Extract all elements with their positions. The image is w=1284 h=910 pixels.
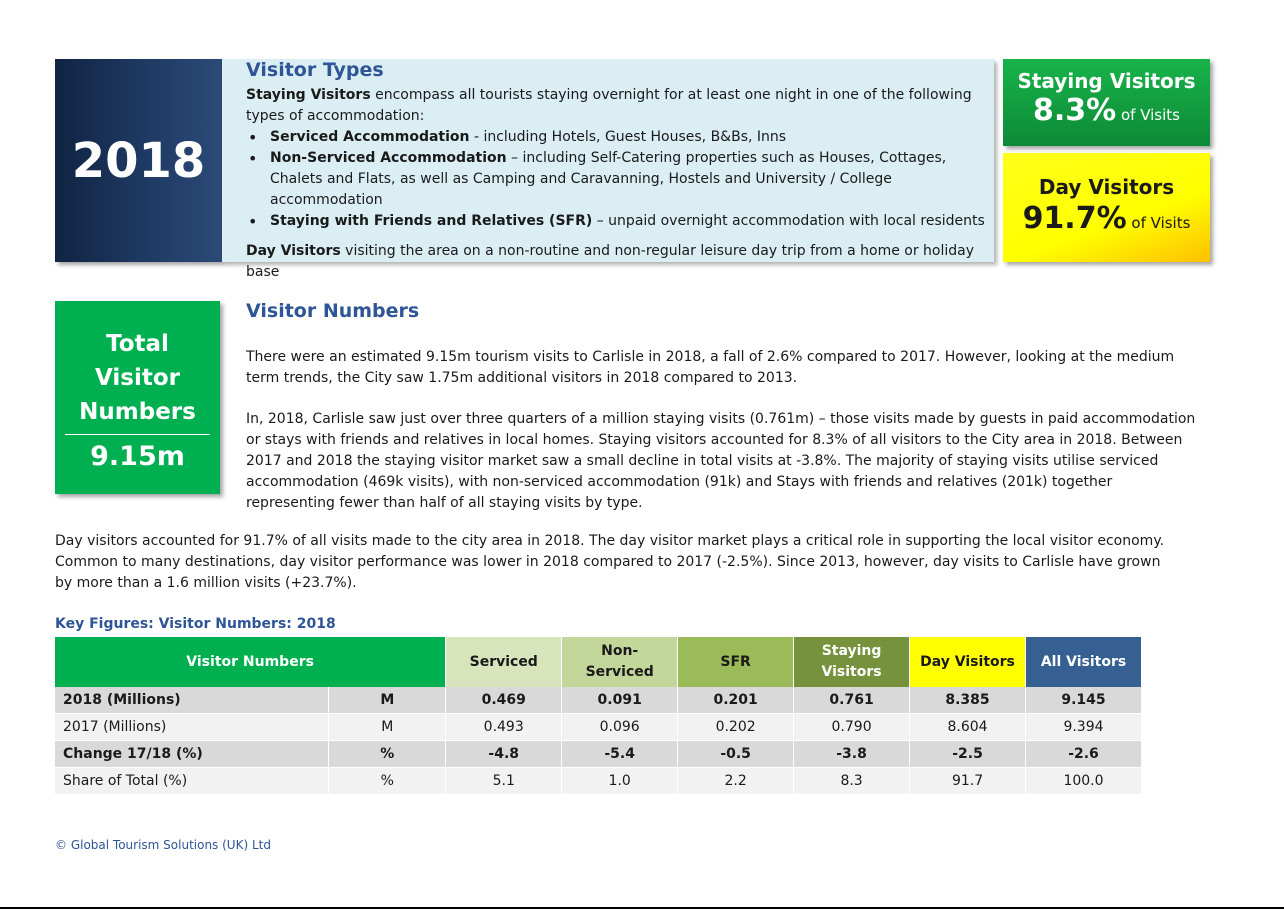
cell-serviced: 5.1 [446, 768, 562, 795]
accommodation-type-text: – unpaid overnight accommodation with local residents [592, 213, 985, 229]
table-row [55, 768, 1142, 795]
day-visitors-paragraph: Day visitors accounted for 91.7% of all visits made to the city area in 2018. The day visitor market plays a critical role in supporting the local visitor economy. Common to many destinations, day visitor performance was lower in 2018 compared to 2017 (-2.5%). Since 2013, however, day visits to Carlisle have grown by more than a 1.6 million visits (+23.7%). [55, 533, 1165, 591]
cell-staying: 8.3 [794, 768, 910, 795]
visitor-numbers-paragraph-1: There were an estimated 9.15m tourism visits to Carlisle in 2018, a fall of 2.6% compared to 2017. However, looking at the medium term trends, the City saw 1.75m additional visitors in 2018 compared to 2013. [246, 349, 1175, 386]
key-figures-caption: Key Figures: Visitor Numbers: 2018 [55, 616, 336, 632]
list-item [246, 127, 986, 148]
table-row [55, 714, 1142, 741]
row-unit: % [329, 741, 446, 768]
cell-all: -2.6 [1026, 741, 1142, 768]
total-visitor-numbers-box [55, 301, 220, 494]
day-badge-title: Day Visitors [1038, 175, 1175, 199]
row-label: 2018 (Millions) [55, 687, 329, 714]
row-label: Change 17/18 (%) [55, 741, 329, 768]
visitor-types-title: Visitor Types [246, 59, 384, 81]
row-unit: M [329, 714, 446, 741]
bottom-rule [0, 907, 1284, 909]
cell-sfr: -0.5 [678, 741, 794, 768]
cell-all: 100.0 [1026, 768, 1142, 795]
cell-staying: 0.790 [794, 714, 910, 741]
cell-sfr: 2.2 [678, 768, 794, 795]
accommodation-type-term: Serviced Accommodation [270, 129, 470, 145]
day-visitors-badge [1003, 153, 1210, 262]
cell-day: -2.5 [910, 741, 1026, 768]
day-visitors-term: Day Visitors [246, 243, 341, 259]
header-line: Staying [821, 643, 882, 659]
table-header-row [55, 637, 1142, 687]
list-item [246, 148, 986, 211]
cell-sfr: 0.201 [678, 687, 794, 714]
row-label: Share of Total (%) [55, 768, 329, 795]
cell-all: 9.394 [1026, 714, 1142, 741]
cell-non-serviced: -5.4 [562, 741, 678, 768]
header-non-serviced [562, 637, 678, 687]
cell-non-serviced: 0.091 [562, 687, 678, 714]
header-staying-visitors [794, 637, 910, 687]
day-badge-suffix: of Visits [1126, 214, 1191, 232]
visitor-numbers-paragraph-2: In, 2018, Carlisle saw just over three quarters of a million staying visits (0.761m) – those visits made by guests in paid accommodation or stays with friends and relatives in local homes. Staying visitors accounted for 8.3% of all visitors to the City area in 2018. Between 2017 and 2018 the staying visitor market saw a small decline in total visits at -3.8%. The majority of staying visits utilise serviced accommodation (469k visits), with non-serviced accommodation (91k) and Stays with friends and relatives (201k) together representing fewer than half of all staying visits by type. [246, 411, 1196, 511]
total-divider [65, 434, 210, 435]
row-label: 2017 (Millions) [55, 714, 329, 741]
year-box [55, 59, 222, 262]
table-row [55, 741, 1142, 768]
header-day-visitors: Day Visitors [910, 637, 1026, 687]
visitor-numbers-title: Visitor Numbers [246, 300, 420, 322]
cell-non-serviced: 1.0 [562, 768, 678, 795]
header-line: Serviced [585, 664, 654, 680]
header-sfr: SFR [678, 637, 794, 687]
cell-staying: -3.8 [794, 741, 910, 768]
row-unit: M [329, 687, 446, 714]
cell-sfr: 0.202 [678, 714, 794, 741]
accommodation-type-text: – including Self-Catering properties such as Houses, Cottages, Chalets and Flats, as well as Camping and Caravanning, Hostels and University / College accommodation [270, 150, 947, 208]
day-visitors-definition [246, 241, 976, 283]
header-all-visitors: All Visitors [1026, 637, 1142, 687]
total-label-line: Total [106, 331, 169, 357]
total-visitor-numbers-label [55, 301, 220, 429]
total-label-line: Visitor [95, 365, 180, 391]
day-badge-percent: 91.7% [1022, 201, 1127, 236]
accommodation-type-term: Non-Serviced Accommodation [270, 150, 507, 166]
cell-non-serviced: 0.096 [562, 714, 678, 741]
row-unit: % [329, 768, 446, 795]
cell-serviced: 0.469 [446, 687, 562, 714]
total-visitor-numbers-value: 9.15m [90, 441, 185, 472]
table-row [55, 687, 1142, 714]
header-line: Visitors [821, 664, 882, 680]
header-line: Non- [601, 643, 639, 659]
staying-badge-percent: 8.3% [1033, 93, 1117, 128]
header-visitor-numbers: Visitor Numbers [55, 637, 446, 687]
header-serviced: Serviced [446, 637, 562, 687]
staying-badge-stat [1003, 93, 1210, 128]
year-label: 2018 [71, 132, 206, 189]
accommodation-types-list [246, 127, 994, 232]
cell-day: 91.7 [910, 768, 1026, 795]
copyright-footer: © Global Tourism Solutions (UK) Ltd [55, 838, 271, 852]
visitor-types-panel [222, 59, 994, 280]
day-badge-stat [1003, 201, 1210, 236]
cell-all: 9.145 [1026, 687, 1142, 714]
key-figures-table [55, 637, 1142, 795]
cell-day: 8.604 [910, 714, 1026, 741]
cell-serviced: 0.493 [446, 714, 562, 741]
staying-visitors-definition [246, 85, 976, 127]
list-item [246, 211, 986, 232]
cell-day: 8.385 [910, 687, 1026, 714]
staying-visitors-text: encompass all tourists staying overnight for at least one night in one of the following types of accommodation: [246, 87, 972, 124]
accommodation-type-text: - including Hotels, Guest Houses, B&Bs, Inns [469, 129, 787, 145]
staying-badge-title: Staying Visitors [1017, 69, 1196, 93]
accommodation-type-term: Staying with Friends and Relatives (SFR) [270, 213, 593, 229]
staying-visitors-term: Staying Visitors [246, 87, 371, 103]
total-label-line: Numbers [79, 399, 196, 425]
staying-visitors-badge [1003, 59, 1210, 146]
staying-badge-suffix: of Visits [1116, 106, 1180, 124]
day-visitors-text: visiting the area on a non-routine and non-regular leisure day trip from a home or holiday base [246, 243, 975, 280]
cell-serviced: -4.8 [446, 741, 562, 768]
cell-staying: 0.761 [794, 687, 910, 714]
